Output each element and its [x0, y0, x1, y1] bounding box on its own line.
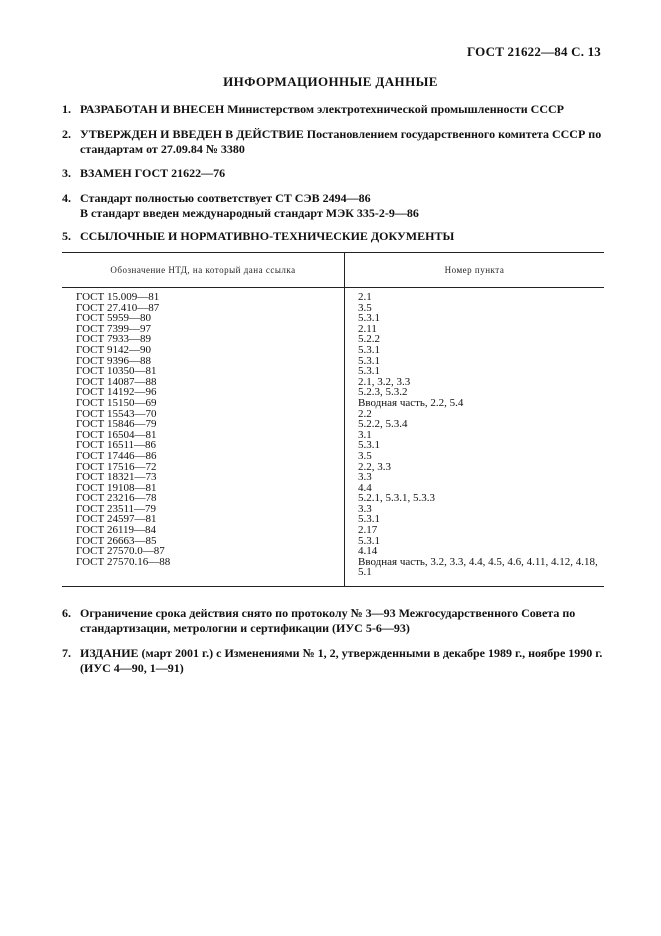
info-item-6 — [62, 606, 606, 636]
info-item-3 — [62, 166, 606, 181]
cell-designation: ГОСТ 7399—97 — [62, 324, 345, 335]
item-number: 3. — [62, 166, 71, 180]
cell-designation: ГОСТ 23216—78 — [62, 493, 345, 504]
item-text: ССЫЛОЧНЫЕ И НОРМАТИВНО-ТЕХНИЧЕСКИЕ ДОКУМЕНТЫ — [80, 229, 455, 243]
cell-clause: 5.3.1 — [358, 354, 380, 367]
cell-designation: ГОСТ 14192—96 — [62, 387, 345, 398]
cell-designation: ГОСТ 16504—81 — [62, 430, 345, 441]
cell-clause: 5.2.2 — [358, 333, 380, 346]
cell-designation: ГОСТ 9142—90 — [62, 345, 345, 356]
table-row — [62, 451, 604, 462]
cell-clause: 3.3 — [358, 471, 372, 484]
cell-designation: ГОСТ 23511—79 — [62, 504, 345, 515]
cell-designation: ГОСТ 16511—86 — [62, 440, 345, 451]
table-row — [62, 398, 604, 409]
item-text: Ограничение срока действия снято по протоколу № 3—93 Межгосударственного Совета по стандартизации, метрологии и сертификации (ИУС 5-6—93) — [80, 606, 576, 635]
cell-clause: 4.4 — [358, 481, 372, 494]
section-title: ИНФОРМАЦИОННЫЕ ДАННЫЕ — [223, 74, 438, 89]
cell-designation: ГОСТ 17446—86 — [62, 451, 345, 462]
column-header-clause: Номер пункта — [345, 253, 605, 288]
item-text-line2: В стандарт введен международный стандарт МЭК 335-2-9—86 — [80, 206, 419, 220]
info-item-4 — [62, 191, 606, 221]
cell-designation: ГОСТ 9396—88 — [62, 356, 345, 367]
cell-designation: ГОСТ 15.009—81 — [62, 288, 345, 303]
item-number: 6. — [62, 606, 71, 620]
cell-designation: ГОСТ 27.410—87 — [62, 303, 345, 314]
cell-designation: ГОСТ 26119—84 — [62, 525, 345, 536]
cell-clause: 5.2.1, 5.3.1, 5.3.3 — [358, 492, 435, 505]
info-item-2 — [62, 127, 606, 157]
item-number: 4. — [62, 191, 71, 205]
info-item-1 — [62, 102, 606, 117]
cell-clause: 2.17 — [358, 524, 378, 537]
cell-clause: 2.2, 3.3 — [358, 460, 391, 473]
table-row — [62, 288, 604, 303]
item-text: УТВЕРЖДЕН И ВВЕДЕН В ДЕЙСТВИЕ Постановлением государственного комитета СССР по стандартам от 27.09.84 № 3380 — [80, 127, 602, 156]
cell-designation: ГОСТ 19108—81 — [62, 483, 345, 494]
cell-clause: 5.3.1 — [358, 343, 380, 356]
item-text: РАЗРАБОТАН И ВНЕСЕН Министерством электротехнической промышленности СССР — [80, 102, 565, 116]
table-body — [62, 288, 604, 587]
cell-clause: 3.5 — [358, 449, 372, 462]
cell-clause: 2.11 — [358, 322, 377, 335]
cell-designation: ГОСТ 17516—72 — [62, 462, 345, 473]
cell-clause: 5.3.1 — [358, 534, 380, 547]
cell-clause: 5.3.1 — [358, 312, 380, 325]
cell-designation: ГОСТ 15846—79 — [62, 419, 345, 430]
item-number: 5. — [62, 229, 71, 243]
cell-designation: ГОСТ 27570.0—87 — [62, 546, 345, 557]
cell-designation: ГОСТ 10350—81 — [62, 366, 345, 377]
cell-clause: 3.5 — [358, 301, 372, 314]
cell-designation: ГОСТ 18321—73 — [62, 472, 345, 483]
cell-designation: ГОСТ 5959—80 — [62, 313, 345, 324]
info-item-5 — [62, 229, 606, 244]
cell-clause: 4.14 — [358, 545, 378, 558]
cell-designation: ГОСТ 27570.16—88 — [62, 557, 345, 587]
cell-clause: 5.3.1 — [358, 439, 380, 452]
cell-designation: ГОСТ 14087—88 — [62, 377, 345, 388]
cell-clause: Вводная часть, 2.2, 5.4 — [358, 396, 464, 409]
cell-designation: ГОСТ 26663—85 — [62, 536, 345, 547]
cell-designation: ГОСТ 7933—89 — [62, 334, 345, 345]
page-header: ГОСТ 21622—84 С. 13 — [467, 44, 601, 59]
table-row — [62, 557, 604, 587]
cell-clause: 5.2.2, 5.3.4 — [358, 418, 408, 431]
cell-clause: 2.2 — [358, 407, 372, 420]
table-row — [62, 345, 604, 356]
item-text: ВЗАМЕН ГОСТ 21622—76 — [80, 166, 226, 180]
cell-clause: 2.1 — [358, 291, 372, 303]
cell-clause: 5.2.3, 5.3.2 — [358, 386, 408, 399]
cell-clause: 5.3.1 — [358, 365, 380, 378]
cell-clause: 3.1 — [358, 428, 372, 441]
cell-clause: 3.3 — [358, 502, 372, 515]
item-text-line1: Стандарт полностью соответствует СТ СЭВ 2494—86 — [80, 191, 371, 205]
cell-clause: Вводная часть, 3.2, 3.3, 4.4, 4.5, 4.6, 4.11, 4.12, 4.18, 5.1 — [358, 555, 598, 579]
column-header-designation: Обозначение НТД, на который дана ссылка — [62, 253, 345, 288]
cell-designation: ГОСТ 15150—69 — [62, 398, 345, 409]
cell-designation: ГОСТ 15543—70 — [62, 409, 345, 420]
info-item-7 — [62, 646, 606, 676]
cell-clause: 5.3.1 — [358, 513, 380, 526]
cell-clause: 2.1, 3.2, 3.3 — [358, 375, 411, 388]
item-number: 1. — [62, 102, 71, 116]
reference-documents-table — [62, 252, 604, 587]
table-header-row — [62, 253, 604, 288]
cell-designation: ГОСТ 24597—81 — [62, 514, 345, 525]
item-number: 2. — [62, 127, 71, 141]
item-number: 7. — [62, 646, 71, 660]
item-text: ИЗДАНИЕ (март 2001 г.) с Изменениями № 1, 2, утвержденными в декабре 1989 г., ноябре 1990 г. (ИУС 4—90, 1—91) — [80, 646, 603, 675]
